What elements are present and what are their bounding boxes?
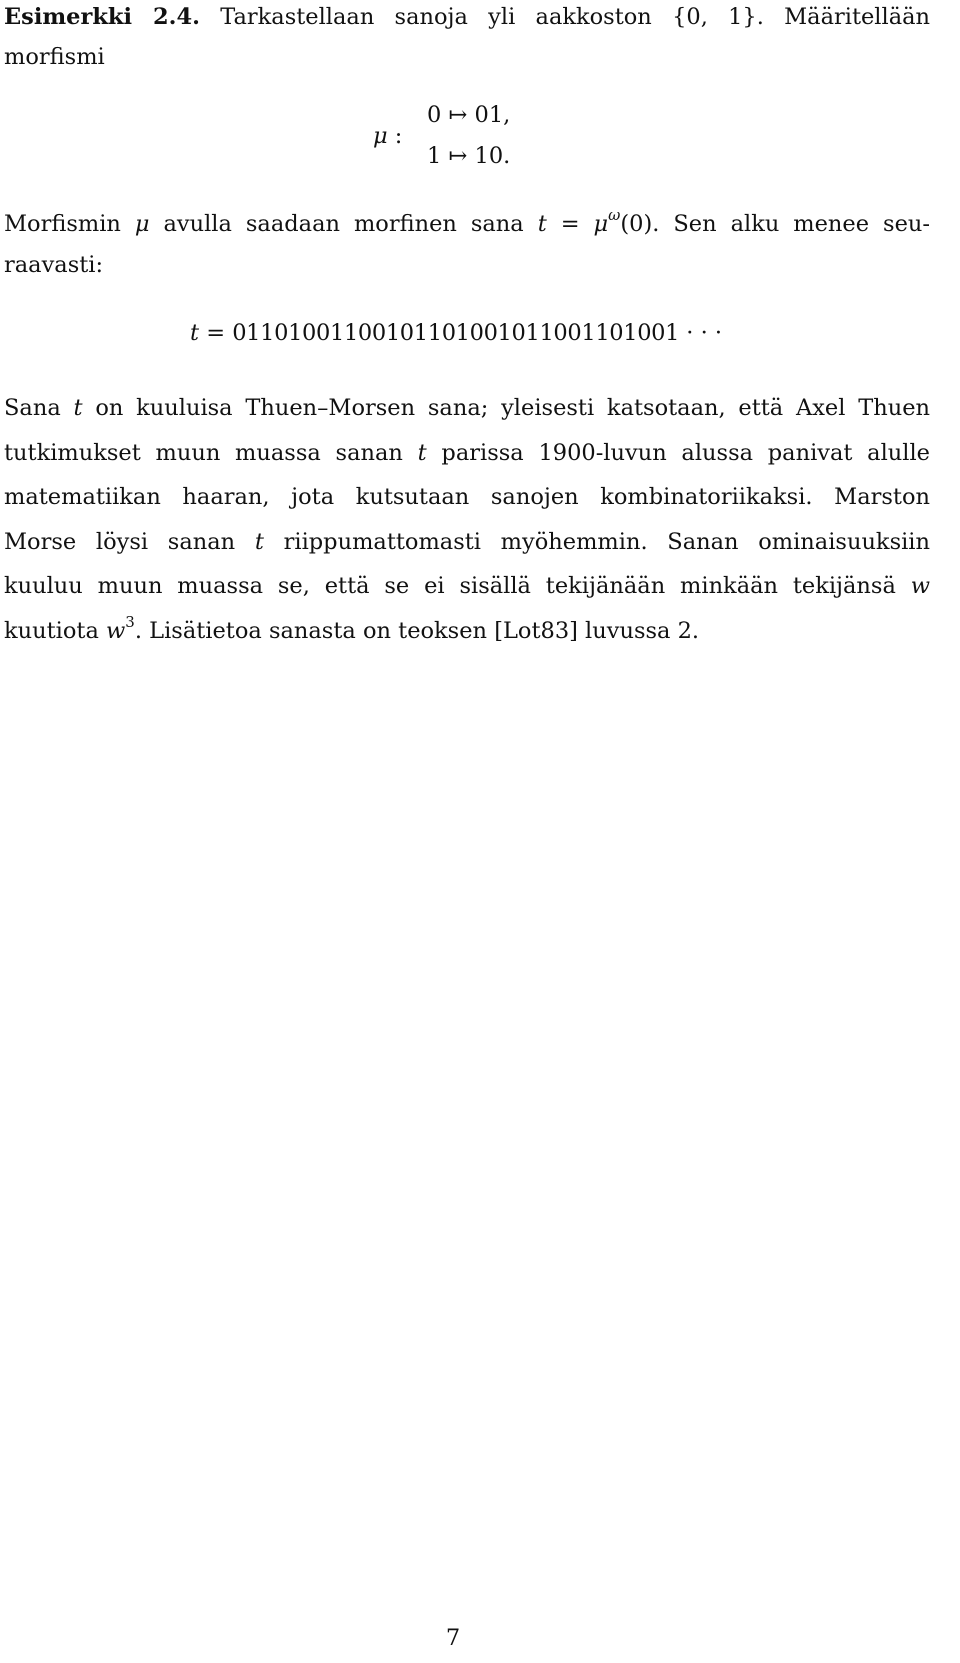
mapsto-icon: ↦	[448, 143, 468, 169]
example-intro-text: Tarkastellaan sanoja yli aakkoston	[220, 4, 652, 30]
equals-sign: =	[206, 320, 226, 346]
morphic-word-line2: raavasti:	[4, 252, 104, 278]
example-heading-line	[4, 0, 930, 34]
thue-morse-sequence: 01101001100101101001011001101001	[232, 320, 680, 346]
rule-from: 1	[427, 143, 442, 169]
morphic-arg: (0).	[620, 211, 660, 237]
morphic-text-after: Sen alku menee seu-	[673, 211, 930, 237]
page-number: 7	[445, 1625, 461, 1651]
morphic-text-before: Morfismin	[4, 211, 121, 237]
paragraph-line: kuutiota $w^3$. Lisätietoa sanasta on teoksen [Lot83] luvussa 2.	[4, 612, 700, 644]
morphism-symbol: μ	[373, 123, 388, 149]
paragraph-line: Sana t on kuuluisa Thuen–Morsen sana; yleisesti katsotaan, että Axel Thuen	[4, 395, 931, 421]
example-intro-tail: Määritellään	[784, 4, 931, 30]
example-intro-line2: morfismi	[4, 44, 105, 70]
paragraph-line: Morse löysi sanan t riippumattomasti myöhemmin. Sanan ominaisuuksiin	[4, 528, 930, 555]
mu-symbol: μ	[593, 211, 609, 237]
paragraph-line: kuuluu muun muassa se, että se ei sisällä tekijänään minkään tekijänsä w	[4, 573, 930, 599]
t-symbol: t	[537, 211, 547, 237]
rule-to: 10.	[474, 143, 511, 169]
omega-superscript: ω	[608, 206, 621, 224]
thue-morse-display	[190, 320, 722, 346]
rule-to: 01,	[474, 102, 511, 128]
t-symbol: t	[190, 320, 200, 346]
morphic-word-line	[4, 207, 930, 241]
paragraph-line: tutkimukset muun muassa sanan t parissa 1900-luvun alussa panivat alulle	[4, 439, 930, 466]
paragraph-line: matematiikan haaran, jota kutsutaan sanojen kombinatoriikaksi. Marston	[4, 484, 930, 510]
rule-from: 0	[427, 102, 442, 128]
morphism-label	[373, 123, 402, 149]
morphic-text-middle: avulla saadaan morfinen sana	[163, 211, 524, 237]
alphabet: {0, 1}.	[672, 4, 764, 30]
mu-symbol: μ	[134, 211, 150, 237]
morphism-colon: :	[394, 123, 403, 149]
morphism-rule-0	[427, 102, 510, 128]
mapsto-icon: ↦	[448, 102, 468, 128]
body-paragraph	[4, 386, 930, 653]
equals-sign: =	[560, 211, 580, 237]
morphism-rule-1	[427, 143, 510, 169]
example-heading: Esimerkki 2.4.	[4, 4, 200, 30]
ellipsis: · · ·	[686, 320, 723, 346]
